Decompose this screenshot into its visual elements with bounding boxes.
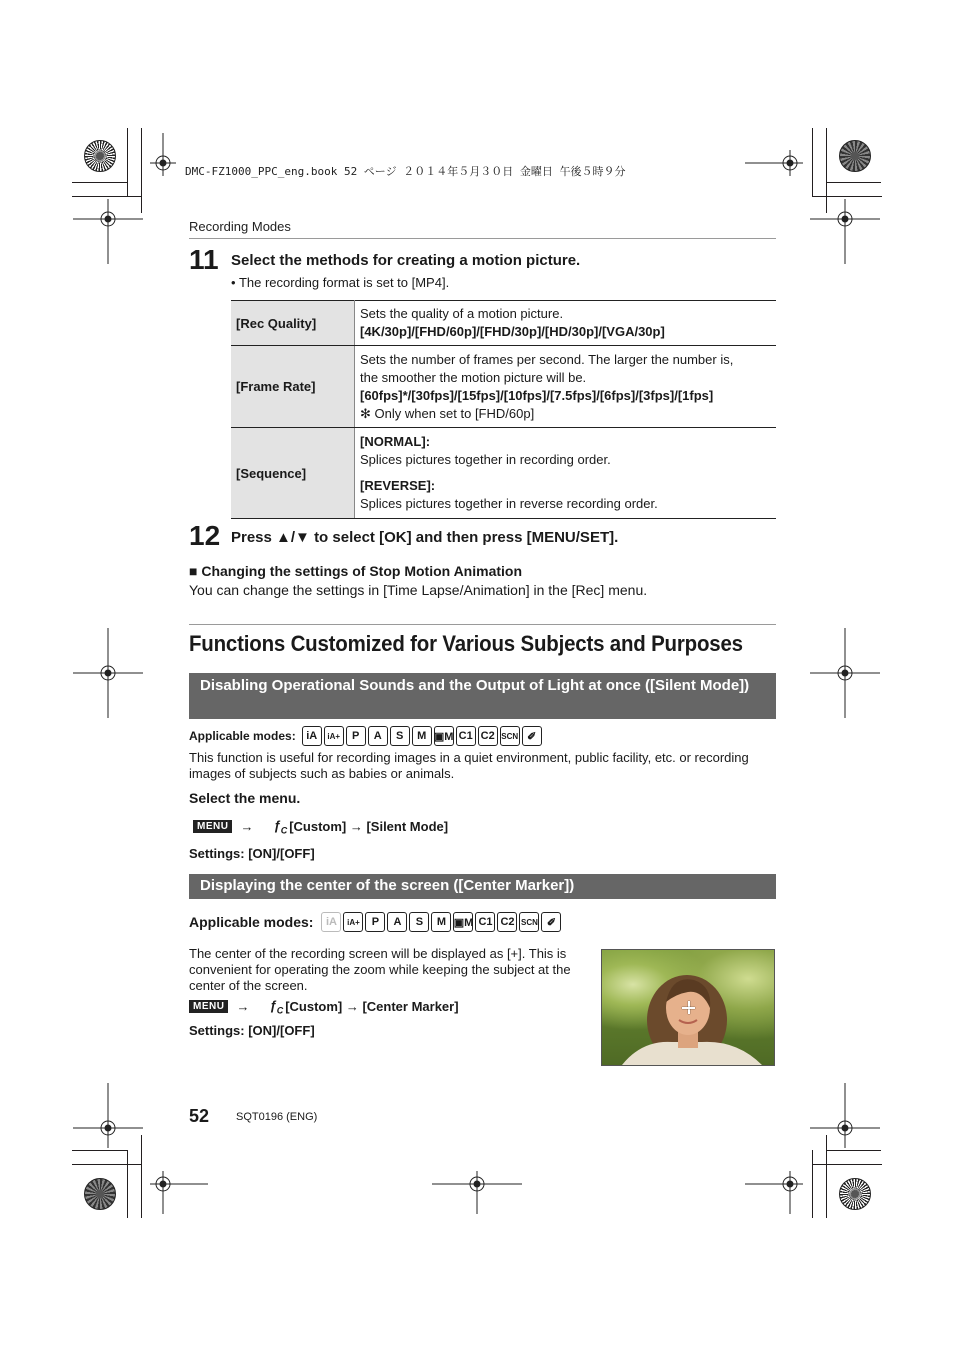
mode-icon: SCN <box>500 726 520 746</box>
mode-icon: ▣M <box>434 726 454 746</box>
settings-table <box>231 300 776 519</box>
applicable-label: Applicable modes: <box>189 729 296 743</box>
mode-icon: ✐ <box>522 726 542 746</box>
center-marker-title: Displaying the center of the screen ([Center Marker]) <box>200 877 575 894</box>
arrow: → <box>240 819 254 835</box>
mode-icon: C1 <box>475 912 495 932</box>
table-row <box>231 346 776 428</box>
mode-icon: M <box>431 912 451 932</box>
menu-button-icon: MENU <box>193 820 232 833</box>
setting-line: Sets the quality of a motion picture. <box>360 306 564 321</box>
setting-line: Sets the number of frames per second. The larger the number is, <box>360 351 734 367</box>
menu-path-text: [Custom] → [Center Marker] <box>285 999 459 1015</box>
custom-menu-icon: $ƒ_C$ <box>273 818 288 836</box>
setting-line: [60fps]*/[30fps]/[15fps]/[10fps]/[7.5fps]/[6fps]/[3fps]/[1fps] <box>360 387 714 403</box>
table-row <box>231 301 776 346</box>
step-11-number: 11 <box>189 244 219 275</box>
center-marker-applicable-modes <box>189 912 561 932</box>
section-divider <box>189 624 776 625</box>
setting-name: [Sequence] <box>231 428 355 519</box>
mode-icon: C2 <box>497 912 517 932</box>
setting-name: [Rec Quality] <box>231 301 355 346</box>
menu-path-text: [Custom] → [Silent Mode] <box>289 819 449 835</box>
print-header: DMC-FZ1000_PPC_eng.book 52 ページ ２０１４年５月３０日 金曜日 午後５時９分 <box>185 165 626 178</box>
center-marker-example-photo <box>601 949 775 1066</box>
mode-icon: SCN <box>519 912 539 932</box>
center-marker-description: The center of the recording screen will be displayed as [+]. This is convenient for operating the zoom while keeping the subject at the center of the screen. <box>189 946 571 993</box>
mode-icon: iA+ <box>324 726 344 746</box>
silent-mode-settings: Settings: [ON]/[OFF] <box>189 846 315 861</box>
silent-mode-menu-path <box>193 818 448 836</box>
applicable-label: Applicable modes: <box>189 914 314 930</box>
mode-icon: S <box>409 912 429 932</box>
mode-icon: M <box>412 726 432 746</box>
step-11-title: Select the methods for creating a motion picture. <box>231 252 581 269</box>
mode-icon: C1 <box>456 726 476 746</box>
center-marker-cross-icon <box>682 1001 695 1014</box>
silent-mode-description: This function is useful for recording images in a quiet environment, public facility, etc. or recording images of subjects such as babies or animals. <box>189 750 749 781</box>
step-11-bullet: • The recording format is set to [MP4]. <box>231 275 450 290</box>
select-menu-label: Select the menu. <box>189 790 301 806</box>
setting-name: [Frame Rate] <box>231 346 355 428</box>
table-row <box>231 428 776 519</box>
setting-description <box>355 301 777 346</box>
setting-line: ✻ Only when set to [FHD/60p] <box>360 405 535 421</box>
mode-icon: iA <box>321 912 341 932</box>
mode-icon: P <box>346 726 366 746</box>
step-12-title: Press ▲/▼ to select [OK] and then press [MENU/SET]. <box>231 529 619 546</box>
silent-mode-title: Disabling Operational Sounds and the Output of Light at once ([Silent Mode]) <box>200 677 750 694</box>
mode-icon: ✐ <box>541 912 561 932</box>
step-12-number: 12 <box>189 520 221 551</box>
setting-line: [NORMAL]: <box>360 434 431 449</box>
center-marker-menu-path <box>189 998 459 1016</box>
stop-motion-text: You can change the settings in [Time Lapse/Animation] in the [Rec] menu. <box>189 582 648 598</box>
setting-description <box>355 346 777 428</box>
stop-motion-heading: ■ Changing the settings of Stop Motion Animation <box>189 563 523 579</box>
mode-icon: iA <box>302 726 322 746</box>
mode-icon: ▣M <box>453 912 473 932</box>
silent-mode-applicable-modes <box>189 726 542 746</box>
mode-icon: P <box>365 912 385 932</box>
custom-menu-icon: $ƒ_C$ <box>269 998 284 1016</box>
setting-line: [REVERSE]: <box>360 478 436 493</box>
main-heading: Functions Customized for Various Subjects and Purposes <box>189 631 743 656</box>
silent-mode-title-bar <box>189 673 776 719</box>
page-number: 52 <box>189 1106 210 1126</box>
arrow: → <box>236 999 250 1015</box>
setting-line: Splices pictures together in recording order. <box>360 452 611 467</box>
menu-button-icon: MENU <box>189 1000 228 1013</box>
header-divider <box>189 238 776 239</box>
center-marker-settings: Settings: [ON]/[OFF] <box>189 1023 315 1038</box>
mode-icon: iA+ <box>343 912 363 932</box>
setting-line: the smoother the motion picture will be. <box>360 369 587 385</box>
mode-icon: A <box>368 726 388 746</box>
mode-icon: A <box>387 912 407 932</box>
section-title: Recording Modes <box>189 219 291 234</box>
mode-icon: S <box>390 726 410 746</box>
document-code: SQT0196 (ENG) <box>236 1111 318 1123</box>
center-marker-title-bar <box>189 874 776 899</box>
setting-line: Splices pictures together in reverse recording order. <box>360 496 658 511</box>
setting-line: [4K/30p]/[FHD/60p]/[FHD/30p]/[HD/30p]/[VGA/30p] <box>360 324 665 339</box>
setting-description <box>355 428 777 519</box>
mode-icon: C2 <box>478 726 498 746</box>
